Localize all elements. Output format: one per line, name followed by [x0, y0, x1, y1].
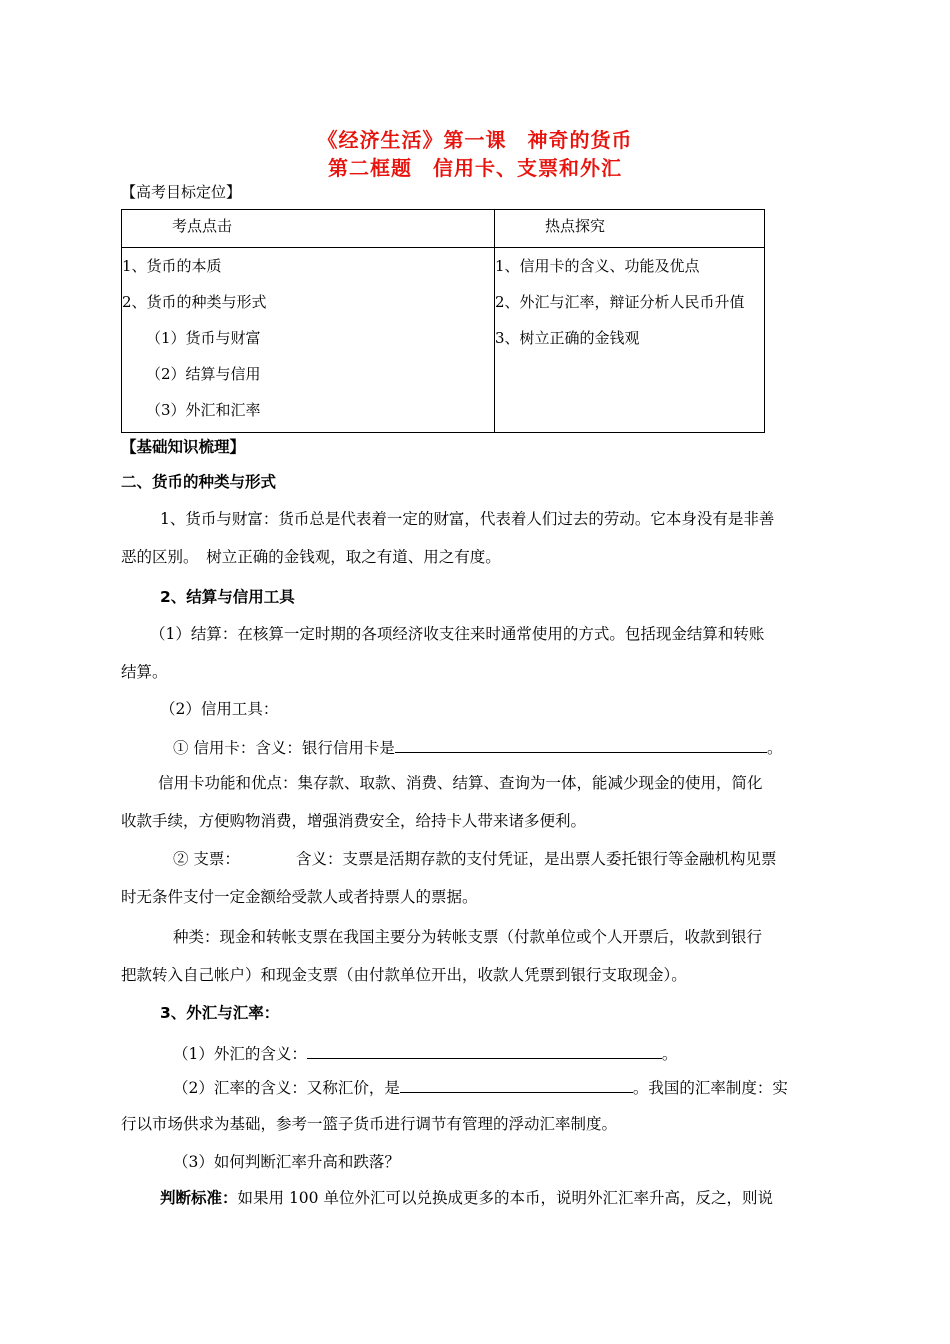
paragraph-check: ② 支票： 含义：支票是活期存款的支付凭证，是出票人委托银行等金融机构见票	[173, 850, 777, 868]
paragraph-money-wealth-cont: 恶的区别。 树立正确的金钱观，取之有道、用之有度。	[121, 548, 501, 566]
fill-blank-exchange-rate[interactable]	[400, 1074, 633, 1093]
paragraph-credit-tools: （2）信用工具：	[160, 700, 279, 718]
list-item: 2、外汇与汇率，辩证分析人民币升值	[495, 293, 745, 311]
list-item: 1、货币的本质	[122, 257, 222, 275]
fill-blank-credit-card[interactable]	[395, 734, 767, 753]
goals-table	[121, 209, 765, 433]
goals-right-list	[495, 248, 765, 433]
goals-header-left: 考点点击	[122, 210, 495, 248]
paragraph-money-wealth: 1、货币与财富：货币总是代表着一定的财富，代表着人们过去的劳动。它本身没有是非善	[160, 510, 775, 528]
paragraph-exchange-rate-cont: 行以市场供求为基础，参考一篮子货币进行调节有管理的浮动汇率制度。	[121, 1115, 618, 1133]
fill-blank-forex[interactable]	[307, 1040, 662, 1059]
paragraph-check-cont: 时无条件支付一定金额给受款人或者持票人的票据。	[121, 888, 478, 906]
paragraph-settlement-cont: 结算。	[121, 663, 168, 681]
list-item: （1）货币与财富	[146, 329, 261, 347]
goal-section-label: 【高考目标定位】	[121, 183, 242, 201]
list-item: （3）外汇和汇率	[146, 401, 261, 419]
goals-left-list	[122, 248, 495, 433]
paragraph-exchange-rate: （2）汇率的含义：又称汇价，是 。我国的汇率制度：实	[173, 1074, 788, 1098]
paragraph-credit-card-functions-cont: 收款手续，方便购物消费，增强消费安全，给持卡人带来诸多便利。	[121, 812, 587, 830]
list-item: （2）结算与信用	[146, 365, 261, 383]
list-item: 2、货币的种类与形式	[122, 293, 267, 311]
document-title-line2: 第二框题 信用卡、支票和外汇	[328, 156, 622, 180]
goals-header-right: 热点探究	[495, 210, 765, 248]
paragraph-credit-card-functions: 信用卡功能和优点：集存款、取款、消费、结算、查询为一体，能减少现金的使用，简化	[158, 774, 763, 792]
subheading-forex: 3、外汇与汇率：	[160, 1004, 280, 1022]
paragraph-judgement: 判断标准：如果用 100 单位外汇可以兑换成更多的本币，说明外汇汇率升高，反之，则说	[160, 1189, 773, 1207]
paragraph-check-types-cont: 把款转入自己帐户）和现金支票（由付款单位开出，收款人凭票到银行支取现金）。	[121, 966, 687, 984]
knowledge-section-label: 【基础知识梳理】	[121, 438, 246, 456]
paragraph-rate-question: （3）如何判断汇率升高和跌落？	[173, 1153, 400, 1171]
section-heading: 二、货币的种类与形式	[121, 473, 277, 491]
paragraph-settlement: （1）结算：在核算一定时期的各项经济收支往来时通常使用的方式。包括现金结算和转账	[150, 625, 765, 643]
paragraph-check-types: 种类：现金和转帐支票在我国主要分为转帐支票（付款单位或个人开票后，收款到银行	[173, 928, 763, 946]
list-item: 1、信用卡的含义、功能及优点	[495, 257, 700, 275]
subheading-settlement: 2、结算与信用工具	[160, 588, 295, 606]
paragraph-credit-card: ① 信用卡：含义：银行信用卡是 。	[173, 734, 782, 758]
list-item: 3、树立正确的金钱观	[495, 329, 640, 347]
document-title-line1: 《经济生活》第一课 神奇的货币	[317, 128, 633, 152]
paragraph-forex-definition: （1）外汇的含义： 。	[173, 1040, 677, 1064]
